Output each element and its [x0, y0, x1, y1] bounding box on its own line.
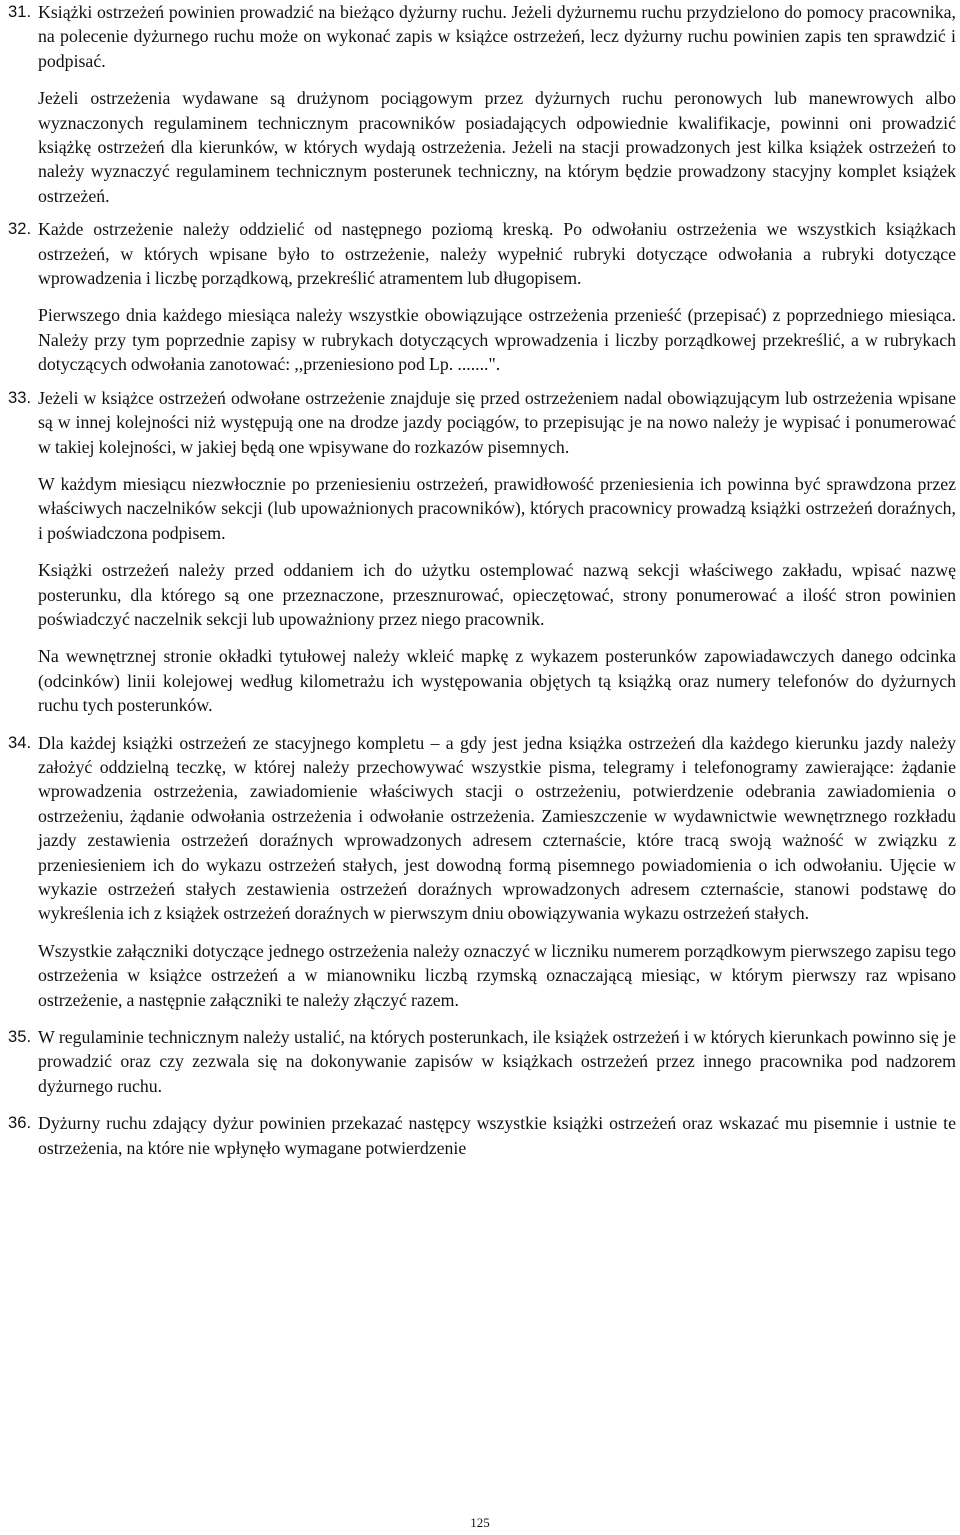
paragraph: W regulaminie technicznym należy ustalić, na których posterunkach, ile książek ostrzeżeń i w których kierunkach powinno się je prowadzić oraz czy zezwala się na dokonywanie zapisów w książkach ostrzeżeń przez innego pracownika pod nadzorem dyżurnego ruchu.: [38, 1027, 956, 1096]
section-body: [38, 0, 956, 208]
section-number: 33.: [8, 387, 32, 407]
section-body: [38, 1111, 956, 1160]
section-34: [8, 731, 956, 1012]
paragraph: Książki ostrzeżeń należy przed oddaniem ich do użytku ostemplować nazwą sekcji właściwego zakładu, wpisać nazwę posterunku, dla którego są one przeznaczone, przesznurować, opieczętować, strony ponumerować a ilość stron powinien poświadczyć naczelnik sekcji lub upoważniony przez niego pracownik.: [38, 560, 956, 629]
document-content: [8, 0, 956, 1160]
section-number: 34.: [8, 732, 32, 752]
paragraph: W każdym miesiącu niezwłocznie po przeniesieniu ostrzeżeń, prawidłowość przeniesienia ich powinna być sprawdzona przez właściwych naczelników sekcji (lub upoważnionych pracowników), których pracownicy prowadzą książki ostrzeżeń doraźnych, i poświadczona podpisem.: [38, 473, 956, 543]
section-31: [8, 0, 956, 208]
section-body: [38, 1025, 956, 1098]
paragraph: Książki ostrzeżeń powinien prowadzić na bieżąco dyżurny ruchu. Jeżeli dyżurnemu ruchu przydzielono do pomocy pracownika, na polecenie dyżurnego ruchu może on wykonać zapis w książce ostrzeżeń, lecz dyżurny ruchu powinien zapis ten sprawdzić i podpisać.: [38, 2, 956, 71]
paragraph: Na wewnętrznej stronie okładki tytułowej należy wkleić mapkę z wykazem posterunków zapowiadawczych danego odcinka (odcinków) linii kolejowej według kilometrażu ich występowania objętych tą książką oraz numery telefonów do dyżurnych ruchu tych posterunków.: [38, 646, 956, 716]
paragraph: Każde ostrzeżenie należy oddzielić od następnego poziomą kreską. Po odwołaniu ostrzeżenia we wszystkich książkach ostrzeżeń, w których wpisane było to ostrzeżenie, należy wypełnić rubryki dotyczące odwołania a rubryki dotyczące wprowadzenia i liczbę porządkową, przekreślić atramentem lub długopisem.: [38, 219, 956, 289]
section-body: [38, 386, 956, 718]
section-number: 32.: [8, 219, 32, 239]
paragraph: Jeżeli ostrzeżenia wydawane są drużynom pociągowym przez dyżurnych ruchu peronowych lub manewrowych albo wyznaczonych regulaminem technicznym pracowników posiadających odpowiednie kwalifikacje, powinni oni prowadzić książkę ostrzeżeń dla kierunków, w których wydają ostrzeżenia. Jeżeli na stacji prowadzonych jest kilka książek ostrzeżeń to należy wyznaczyć regulaminem technicznym posterunek techniczny, na którym będzie prowadzony stacyjny komplet książek ostrzeżeń.: [38, 88, 956, 206]
section-33: [8, 386, 956, 718]
paragraph: Dyżurny ruchu zdający dyżur powinien przekazać następcy wszystkie książki ostrzeżeń oraz wskazać mu pisemnie i ustnie te ostrzeżenia, na które nie wpłynęło wymagane potwierdzenie: [38, 1113, 956, 1158]
paragraph: Dla każdej książki ostrzeżeń ze stacyjnego kompletu – a gdy jest jedna książka ostrzeżeń dla każdego kierunku jazdy należy założyć oddzielną teczkę, w której należy przechowywać wszystkie pisma, telegramy i telefonogramy zawierające: żądanie wprowadzenia ostrzeżenia, zawiadomienie właściwych stacji o ostrzeżeniu, potwierdzenie odebrania zawiadomienia o ostrzeżeniu, żądanie odwołania ostrzeżenia i odwołanie ostrzeżenia. Zamieszczenie w wydawnictwie wewnętrznego rozkładu jazdy zestawienia ostrzeżeń doraźnych wprowadzonych adresem czternaście, które tracą swoją ważność w związku z przeniesieniem ich do wykazu ostrzeżeń stałych, jest dowodną formą pisemnego powiadomienia o ich odwołaniu. Ujęcie w wykazie ostrzeżeń stałych zestawienia ostrzeżeń doraźnych wprowadzonych adresem czternaście, stanowi podstawę do wykreślenia ich z książek ostrzeżeń doraźnych w pierwszym dniu obowiązywania wykazu ostrzeżeń stałych.: [38, 732, 956, 924]
section-body: [38, 217, 956, 376]
page-number: 125: [470, 1515, 490, 1530]
paragraph: Jeżeli w książce ostrzeżeń odwołane ostrzeżenie znajduje się przed ostrzeżeniem nadal obowiązującym lub ostrzeżenia wpisane są w innej kolejności niż występują one na drodze jazdy pociągów, to przepisując je na nowo należy je wypisać i ponumerować w takiej kolejności, w jakiej będą one wpisywane do rozkazów pisemnych.: [38, 387, 956, 457]
paragraph: Pierwszego dnia każdego miesiąca należy wszystkie obowiązujące ostrzeżenia przenieść (przepisać) z poprzedniego miesiąca. Należy przy tym poprzednie zapisy w rubrykach dotyczących wprowadzenia i liczby porządkowej przekreślić, a w rubrykach dotyczących odwołania zanotować: ,,przeniesiono pod Lp. .......".: [38, 305, 956, 375]
section-36: [8, 1111, 956, 1160]
section-35: [8, 1025, 956, 1098]
section-number: 31.: [8, 2, 32, 21]
section-body: [38, 731, 956, 1012]
section-number: 36.: [8, 1113, 32, 1133]
section-32: [8, 217, 956, 376]
section-number: 35.: [8, 1027, 32, 1047]
paragraph: Wszystkie załączniki dotyczące jednego ostrzeżenia należy oznaczyć w liczniku numerem porządkowym pierwszego zapisu tego ostrzeżenia w książce ostrzeżeń a w mianowniku liczbą rzymską oznaczającą miesiąc, w którym pierwszy raz wpisano ostrzeżenie, a następnie załączniki te należy złączyć razem.: [38, 940, 956, 1010]
